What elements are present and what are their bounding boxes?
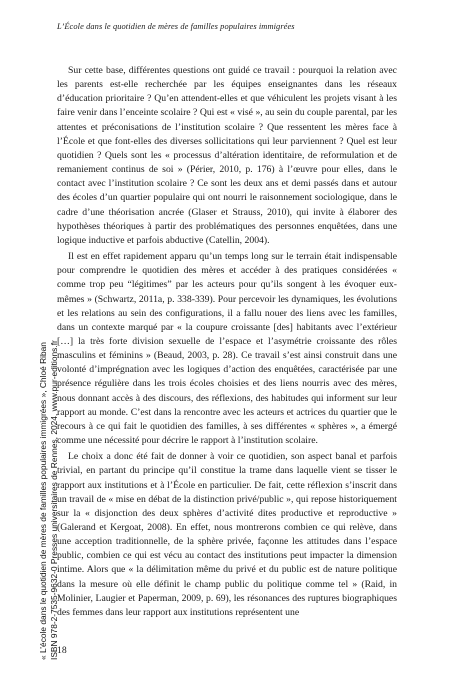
paragraph-2: Il est en effet rapidement apparu qu’un temps long sur le terrain était indispensable pour comprendre le quotidien des mères et accéder à des pratiques considérées « comme trop peu “légitimes” par les acteurs pour qu’ils songent à les évoquer eux-mêmes » (Schwartz, 2011a, p. 338-339). Pour percevoir les dynamiques, les évolutions et les relations au sein des configurations, il a fallu nouer des liens avec les familles, dans un contexte marqué par « la coupure croissante [des] habitants avec l’extérieur […] la très forte division sexuelle de l’espace et l’asymétrie croissante des rôles masculins et féminins » (Beaud, 2003, p. 28). Ce travail s’est ainsi construit dans une volonté d’imprégnation avec les logiques d’action des enquêtées, caractérisée par une présence régulière dans les trois écoles choisies et des liens nourris avec des mères, nous donnant accès à des discours, des réflexions, des habitudes qui informent sur leur rapport au monde. C’est dans la rencontre avec les acteurs et actrices du quartier que le recours à ce qui fait le quotidien des familles, à ses différentes « sphères », a émergé comme une nécessité pour décrire le rapport à l’institution scolaire. <box>57 251 397 447</box>
side-credit-title-line: « L’école dans le quotidien de mères de familles populaires immigrées », Chloé Riban <box>38 342 48 660</box>
side-credit-isbn-line: ISBN 978-2-7535-9632-0 Presses universitaires de Rennes, 2024, www.pur-editions.fr <box>49 340 59 660</box>
paragraph-1: Sur cette base, différentes questions ont guidé ce travail : pourquoi la relation avec les parents est-elle recherchée par les équipes enseignantes dans les réseaux d’éducation prioritaire ? Qu’en attendent-elles et que véhiculent les projets visant à les faire venir dans l’enceinte scolaire ? Qui est « visé », au sein du couple parental, par les attentes et préconisations de l’institution scolaire ? Que ressentent les mères face à l’École et que font-elles des diverses sollicitations qui leur parviennent ? Quel est leur quotidien ? Quels sont les « processus d’altération identitaire, de reformulation et de remaniement continus de soi » (Périer, 2010, p. 176) à l’œuvre pour elles, dans le contact avec l’institution scolaire ? Ce sont les deux ans et demi passés dans et autour des écoles d’un quartier populaire qui ont nourri le raisonnement sociologique, dans le cadre d’une théorisation ancrée (Glaser et Strauss, 2010), qui invite à élaborer des hypothèses théoriques à partir des problématiques des personnes enquêtées, dans une logique inductive et parfois abductive (Catellin, 2004). <box>57 65 397 246</box>
paragraph-3: Le choix a donc été fait de donner à voir ce quotidien, son aspect banal et parfois trivial, en partant du principe qu’il constitue la trame dans laquelle vient se tisser le rapport aux institutions et à l’École en particulier. De fait, cette réflexion s’inscrit dans un travail de « mise en débat de la distinction privé/public », qui repose historiquement sur la « disjonction des deux sphères d’activité dites productive et reproductive » (Galerand et Kergoat, 2008). En effet, nous montrerons combien ce qui relève, dans une acception traditionnelle, de la sphère privée, façonne les attitudes dans l’espace public, combien ce qui est vécu au contact des institutions peut impacter la dimension intime. Alors que « la délimitation même du privé et du public est de nature politique dans la mesure où elle définit le champ public du politique comme tel » (Raid, in Molinier, Laugier et Paperman, 2009, p. 69), les résonances des ruptures biographiques des femmes dans leur rapport aux institutions représentent une <box>57 451 397 618</box>
body-text <box>57 64 397 622</box>
running-title: L’École dans le quotidien de mères de familles populaires immigrées <box>57 22 295 31</box>
page-number: 18 <box>57 645 67 656</box>
side-credit <box>38 60 60 660</box>
